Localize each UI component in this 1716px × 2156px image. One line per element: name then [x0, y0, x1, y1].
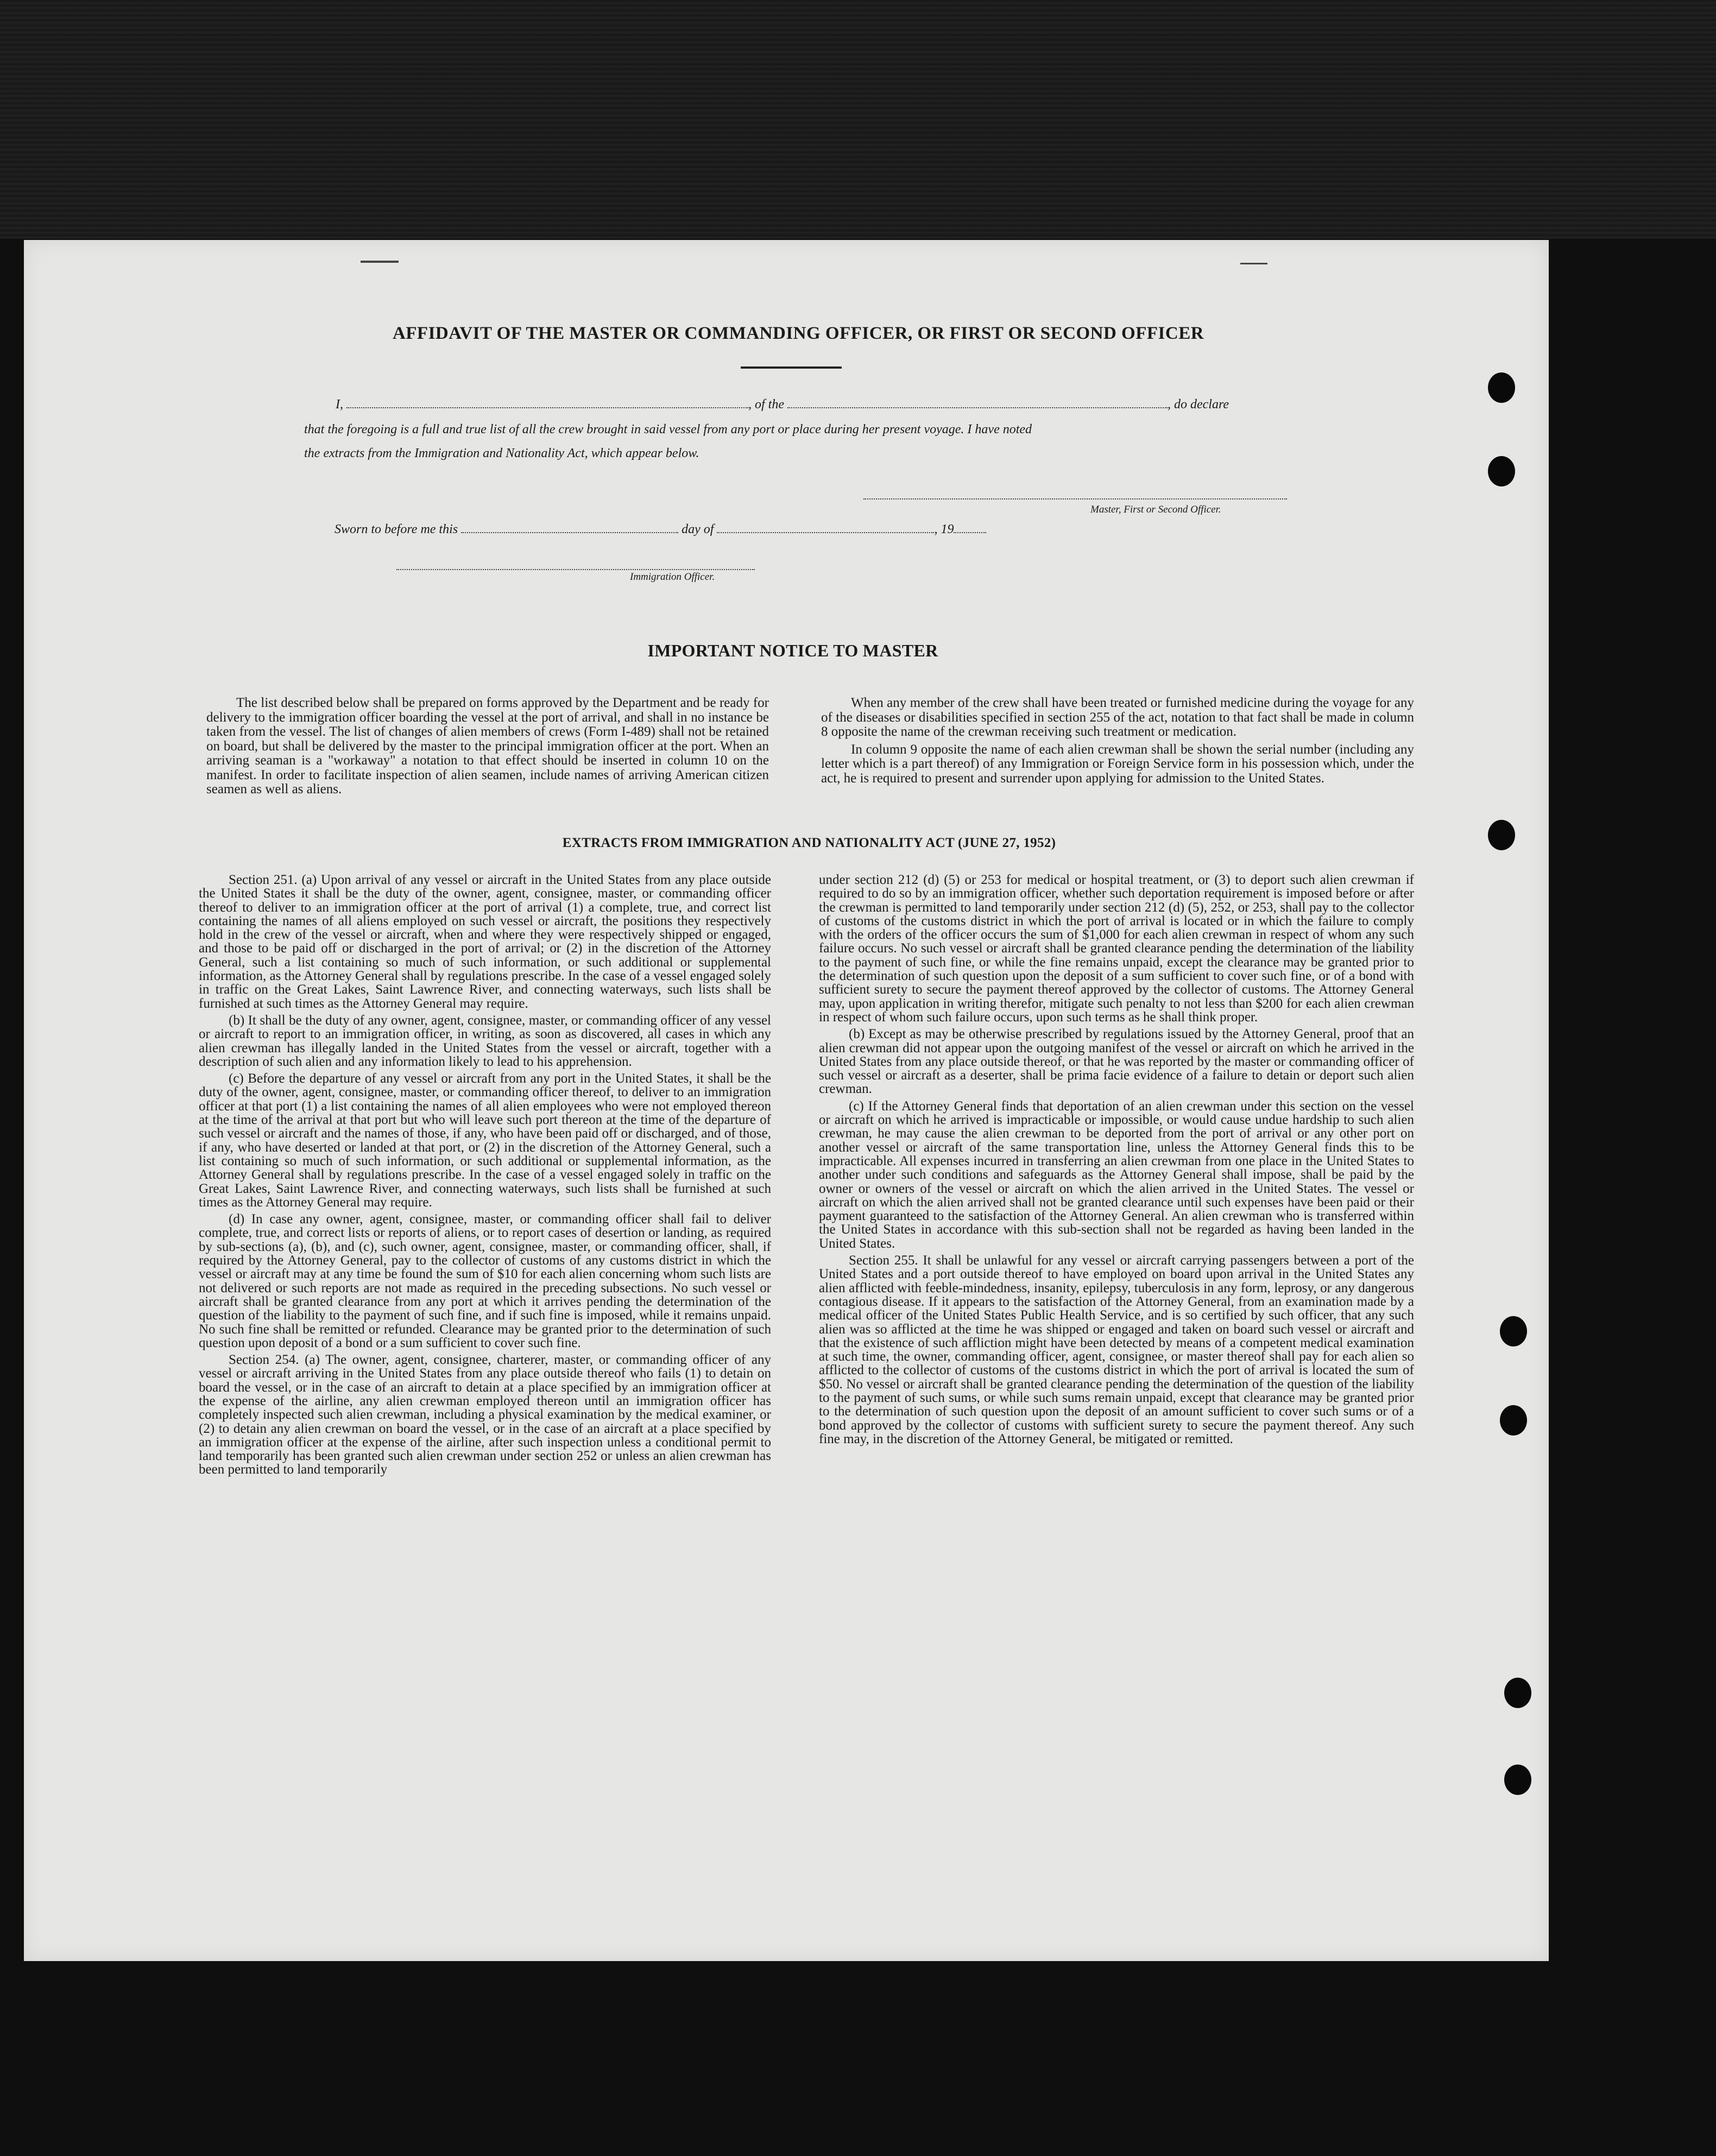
section-251-d: (d) In case any owner, agent, consignee, master, or commanding officer shall fail to deliver complete, true, and correct lists or reports of aliens, or to report cases of desertion or landing, as required by sub-sections (a), (b), and (c), such owner, agent, consignee, master, or commanding officer, shall, if required by the Attorney General, pay to the collector of customs of any customs district in which the vessel or aircraft may at any time be found the sum of $10 for each alien concerning whom such lists are not delivered or such reports are not made as required in the preceding subsections. No such vessel or aircraft shall be granted clearance from any port at which it arrives pending the determination of the question of the liability to the payment of such fine, and if such fine is imposed, while it remains unpaid. No such fine shall be remitted or refunded. Clearance may be granted prior to the determination of such question upon deposit of a bond or a sum sufficient to cover such fine.: [199, 1212, 771, 1350]
day-blank: [461, 522, 678, 533]
notice-title: IMPORTANT NOTICE TO MASTER: [647, 641, 938, 660]
vessel-blank: [787, 397, 1168, 408]
sworn-line: [335, 522, 986, 537]
master-signature-line: [863, 489, 1287, 503]
scanner-background: [0, 0, 1716, 239]
section-254-a: Section 254. (a) The owner, agent, consignee, charterer, master, or commanding officer of any vessel or aircraft arriving in the United States from any place outside thereof who fails (1) to detain on board the vessel, or in the case of an aircraft to detain at a place specified by an immigration officer at the expense of the airline, any alien crewman employed thereon until an immigration officer has completely inspected such alien crewman, including a physical examination by the medical examiner, or (2) to detain any alien crewman on board the vessel, or in the case of an aircraft at a place specified by an immigration officer at the expense of the airline, after such inspection unless a conditional permit to land temporarily has been granted such alien crewman under section 252 or unless an alien crewman has been permitted to land temporarily: [199, 1352, 771, 1477]
master-signature-label: Master, First or Second Officer.: [1090, 504, 1221, 515]
extracts-title: EXTRACTS FROM IMMIGRATION AND NATIONALITY ACT (JUNE 27, 1952): [562, 836, 1056, 850]
section-251-a: Section 251. (a) Upon arrival of any vessel or aircraft in the United States from any place outside the United States it shall be the duty of the owner, agent, consignee, master, or commanding officer thereof to deliver to an immigration officer at the port of arrival (1) a complete, true, and correct list containing the names of all aliens employed on such vessel or aircraft, the positions they respectively hold in the crew of the vessel or aircraft, when and where they were respectively shipped or engaged, and those to be paid off or discharged in the port of arrival; or (2) in the discretion of the Attorney General, such a list containing so much of such information, or such additional or supplemental information, as the Attorney General shall by regulations prescribe. In the case of a vessel engaged solely in traffic on the Great Lakes, Saint Lawrence River, and connecting waterways, such lists shall be furnished at such times as the Attorney General may require.: [199, 872, 771, 1011]
section-251-b: (b) It shall be the duty of any owner, agent, consignee, master, or commanding officer of any vessel or aircraft to report to an immigration officer, in writing, as soon as discovered, all cases in which any alien crewman has illegally landed in the United States from the vessel or aircraft, together with a description of such alien and any information likely to lead to his apprehension.: [199, 1013, 771, 1069]
extracts-right-column: [819, 873, 1414, 1449]
day-of-label: day of: [682, 522, 714, 536]
scan-mark: [361, 261, 399, 263]
section-251-c: (c) Before the departure of any vessel or aircraft from any port in the United States, it shall be the duty of the owner, agent, consignee, master, or commanding officer thereof, to deliver to an immigration officer at that port (1) a list containing the names of all alien employees who were not employed thereon at the time of the arrival at that port but who will leave such port thereon at the time of the departure of such vessel or aircraft and the names of those, if any, who have been paid off or discharged, and of those, if any, who have deserted or landed at that port, or (2) in the discretion of the Attorney General, such a list containing so much of such information, or such additional or supplemental information, as the Attorney General shall by regulations prescribe. In the case of a vessel engaged solely in traffic on the Great Lakes, Saint Lawrence River, and connecting waterways, such lists shall be furnished at such times as the Attorney General may require.: [199, 1071, 771, 1210]
title-divider: [741, 366, 842, 369]
section-254-c: (c) If the Attorney General finds that deportation of an alien crewman under this section on the vessel or aircraft on which he arrived is impracticable or impossible, or would cause undue hardship to such alien crewman, he may cause the alien crewman to be deported from the port of arrival or any other port on another vessel or aircraft of the same transportation line, unless the Attorney General finds this to be impracticable. All expenses incurred in transferring an alien crewman from one place in the United States to another under such conditions and safeguards as the Attorney General shall impose, shall be paid by the owner or owners of the vessel or aircraft on which the alien arrived in the United States. The vessel or aircraft on which the alien arrived shall not be granted clearance until such expenses have been paid or their payment guaranteed to the satisfaction of the Attorney General. An alien crewman who is transferred within the United States in accordance with this sub-section shall not be regarded as having been landed in the United States.: [819, 1098, 1414, 1251]
statement-line-2: the extracts from the Immigration and Nationality Act, which appear below.: [304, 446, 699, 460]
scan-mark: [1240, 263, 1267, 264]
punch-hole: [1488, 456, 1515, 486]
do-declare-label: , do declare: [1168, 397, 1229, 412]
extracts-left-column: [199, 873, 771, 1480]
notice-right-text-2: In column 9 opposite the name of each alien crewman shall be shown the serial number (including any letter which is a part thereof) of any Immigration or Foreign Service form in his possession which, under the act, he is required to present and surrender upon applying for admission to the United States.: [821, 742, 1414, 786]
month-blank: [717, 522, 934, 533]
officer-signature-label: Immigration Officer.: [630, 571, 715, 583]
punch-hole: [1488, 372, 1515, 403]
statement-line-1: that the foregoing is a full and true list of all the crew brought in said vessel from any port or place during her present voyage. I have noted: [304, 422, 1032, 437]
year-label: , 19: [934, 522, 954, 536]
declaration-line: [336, 397, 1229, 412]
affidavit-title: AFFIDAVIT OF THE MASTER OR COMMANDING OFFICER, OR FIRST OR SECOND OFFICER: [392, 324, 1204, 343]
name-blank: [346, 397, 748, 408]
section-254-b: (b) Except as may be otherwise prescribed by regulations issued by the Attorney General, proof that an alien crewman did not appear upon the outgoing manifest of the vessel or aircraft on which he arrived in the United States from any place outside thereof, or that he was reported by the master or commanding officer of such vessel or aircraft as a deserter, shall be prima facie evidence of a failure to detain or deport such alien crewman.: [819, 1027, 1414, 1097]
notice-right-column: [821, 696, 1414, 789]
punch-hole: [1500, 1316, 1527, 1346]
year-blank: [954, 522, 986, 533]
punch-hole: [1500, 1405, 1527, 1436]
section-254-a-continued: under section 212 (d) (5) or 253 for medical or hospital treatment, or (3) to deport such alien crewman if required to do so by an immigration officer, whether such deportation requirement is imposed before or after the crewman is permitted to land temporarily under section 212 (d) (5), 252, or 253, shall pay to the collector of customs of the customs district in which the port of arrival is located or in which the failure to comply with the orders of the officer occurs the sum of $1,000 for each alien crewman in respect of whom any such failure occurs. No such vessel or aircraft shall be granted clearance pending the determination of the liability to the payment of such fine, or while the fine remains unpaid, except the clearance may be granted prior to the determination of such question upon the deposit of a sum sufficient to cover such fine, or of a bond with sufficient surety to secure the payment thereof approved by the collector of customs. The Attorney General may, upon application in writing therefor, mitigate such penalty to not less than $200 for each alien crewman in respect of whom such failure occurs, upon such terms as he shall think proper.: [819, 872, 1414, 1025]
notice-right-text-1: When any member of the crew shall have been treated or furnished medicine during the voyage for any of the diseases or disabilities specified in section 255 of the act, notation to that fact shall be made in column 8 opposite the name of the crewman receiving such treatment or medication.: [821, 696, 1414, 739]
punch-hole: [1504, 1765, 1531, 1795]
of-the-label: , of the: [748, 397, 784, 412]
sworn-label: Sworn to before me this: [335, 522, 458, 536]
i-label: I,: [336, 397, 343, 412]
section-255: Section 255. It shall be unlawful for any vessel or aircraft carrying passengers between a port of the United States and a port outside thereof to have employed on board upon arrival in the United States any alien afflicted with feeble-mindedness, insanity, epilepsy, tuberculosis in any form, leprosy, or any dangerous contagious disease. If it appears to the satisfaction of the Attorney General, from an examination made by a medical officer of the United States Public Health Service, and is so certified by such officer, that any such alien was so afflicted at the time he was shipped or engaged and taken on board such vessel or aircraft and that the existence of such affliction might have been detected by means of a competent medical examination at such time, the owner, commanding officer, agent, consignee, or master thereof shall pay for each alien so afflicted to the collector of customs of the customs district in which the port of arrival is located the sum of $50. No vessel or aircraft shall be granted clearance pending the determination of the question of the liability to the payment of such sums, or while such sums remain unpaid, except that clearance may be granted prior to the determination of such question upon the deposit of an amount sufficient to cover such sums or of a bond approved by the collector of customs with sufficient surety to secure the payment thereof. Any such fine may, in the discretion of the Attorney General, be mitigated or remitted.: [819, 1253, 1414, 1446]
punch-hole: [1504, 1678, 1531, 1708]
punch-hole: [1488, 820, 1515, 850]
notice-left-column: [206, 696, 769, 800]
notice-left-text: The list described below shall be prepared on forms approved by the Department and be ready for delivery to the immigration officer boarding the vessel at the port of arrival, and shall in no instance be taken from the vessel. The list of changes of alien members of crews (Form I-489) shall not be retained on board, but shall be delivered by the master to the principal immigration officer at the port. When an arriving seaman is a "workaway" a notation to that effect should be inserted in column 10 on the manifest. In order to facilitate inspection of alien seamen, include names of arriving American citizen seamen as well as aliens.: [206, 696, 769, 796]
